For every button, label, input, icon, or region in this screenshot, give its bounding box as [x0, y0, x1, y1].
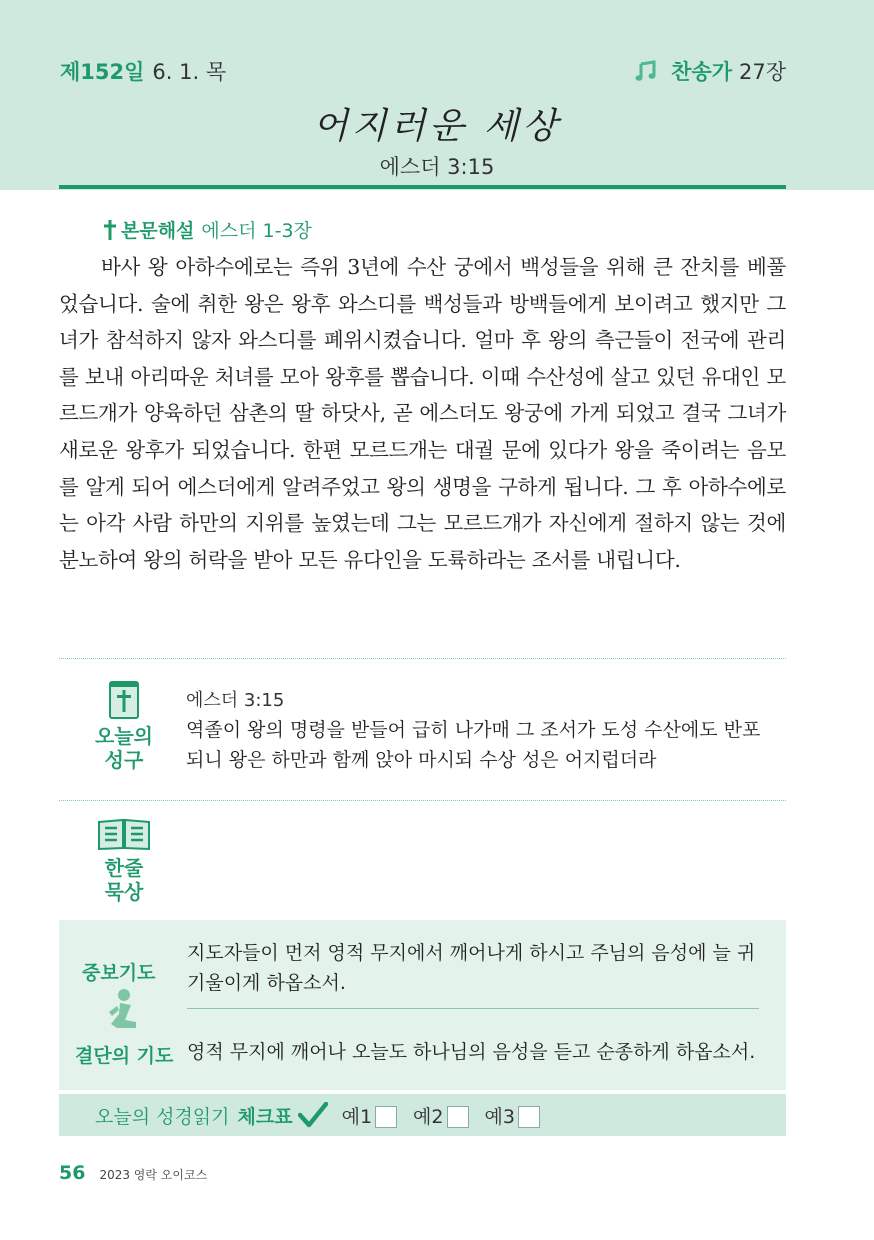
- verse-label-1: 오늘의: [95, 724, 153, 748]
- commentary-title: 본문해설: [121, 220, 195, 242]
- meditation-label-1: 한줄: [104, 856, 144, 880]
- checklist-item-1[interactable]: [342, 1102, 397, 1129]
- music-note-icon: [635, 60, 657, 82]
- cross-icon: [103, 220, 117, 240]
- checklist-item-2[interactable]: [413, 1102, 468, 1129]
- intercession-text: 지도자들이 먼저 영적 무지에서 깨어나게 하시고 주님의 음성에 늘 귀 기울이게 하옵소서.: [187, 942, 756, 994]
- header-rule: [59, 185, 786, 189]
- reading-checklist: [59, 1094, 786, 1136]
- page-title: 어지러운 세상: [312, 106, 562, 147]
- bible-cross-icon: [108, 680, 140, 720]
- checklist-item-3-label: 예3: [484, 1105, 515, 1128]
- checklist-item-1-label: 예1: [341, 1105, 373, 1128]
- kneeling-prayer-icon: [103, 988, 141, 1034]
- prayer-box: [59, 920, 786, 1090]
- checklist-item-2-label: 예2: [413, 1105, 444, 1128]
- divider: [59, 800, 786, 801]
- checkbox-2[interactable]: [447, 1106, 469, 1128]
- book-title: 2023 영락 오이코스: [99, 1168, 208, 1182]
- intercession-label: 중보기도: [82, 962, 156, 984]
- resolution-text: 영적 무지에 깨어나 오늘도 하나님의 음성을 듣고 순종하게 하옵소서.: [187, 1041, 756, 1063]
- hymn-info: [635, 56, 786, 86]
- commentary-body: 바사 왕 아하수에로는 즉위 3년에 수산 궁에서 백성들을 위해 큰 잔치를 베풀었습니다. 술에 취한 왕은 왕후 와스디를 백성들과 방백들에게 보이려고 했지만 그녀가 참석하지 않자 와스디를 폐위시켰습니다. 얼마 후 왕의 측근들이 전국에 관리를 보내 아리따운 처녀를 모아 왕후를 뽑습니다. 이때 수산성에 살고 있던 유대인 모르드개가 양육하던 삼촌의 딸 하닷사, 곧 에스더도 왕궁에 가게 되었고 결국 그녀가 새로운 왕후가 되었습니다. 한편 모르드개는 대궐 문에 있다가 왕을 죽이려는 음모를 알게 되어 에스더에게 알려주었고 왕의 생명을 구하게 됩니다. 그 후 아하수에로는 아각 사람 하만의 지위를 높였는데 그는 모르드개가 자신에게 절하지 않는 것에 분노하여 왕의 허락을 받아 모든 유다인을 도륙하라는 조서를 내립니다.: [59, 255, 786, 572]
- verse-text: 역졸이 왕의 명령을 받들어 급히 나가매 그 조서가 도성 수산에도 반포되니 왕은 하만과 함께 앉아 마시되 수상 성은 어지럽더라: [186, 719, 761, 771]
- divider: [59, 658, 786, 659]
- checkbox-1[interactable]: [375, 1106, 397, 1128]
- verse-label-block: [66, 680, 182, 772]
- hymn-label: 찬송가: [671, 60, 732, 84]
- checklist-item-3[interactable]: [485, 1102, 540, 1129]
- checklist-label: 오늘의 성경읽기: [95, 1105, 230, 1128]
- commentary-heading: [103, 216, 312, 243]
- prayer-divider: [187, 1008, 759, 1009]
- open-book-icon: [96, 816, 152, 852]
- meditation-label-2: 묵상: [104, 880, 144, 904]
- day-label: 제152일: [60, 60, 145, 84]
- checklist-strong: 체크표: [237, 1105, 293, 1128]
- meditation-label-block: [66, 816, 182, 904]
- day-info: [60, 56, 226, 86]
- day-date: 6. 1. 목: [152, 60, 227, 84]
- checkmark-icon: [298, 1102, 328, 1128]
- resolution-label: 결단의 기도: [75, 1045, 174, 1067]
- hymn-number: 27장: [738, 60, 786, 84]
- checkbox-3[interactable]: [518, 1106, 540, 1128]
- scripture-ref: 에스더 3:15: [379, 155, 495, 179]
- commentary-range: 에스더 1-3장: [201, 220, 312, 242]
- footer: [59, 1162, 207, 1184]
- page-number: 56: [59, 1162, 86, 1184]
- verse-label-2: 성구: [104, 748, 144, 772]
- verse-ref: 에스더 3:15: [186, 690, 285, 711]
